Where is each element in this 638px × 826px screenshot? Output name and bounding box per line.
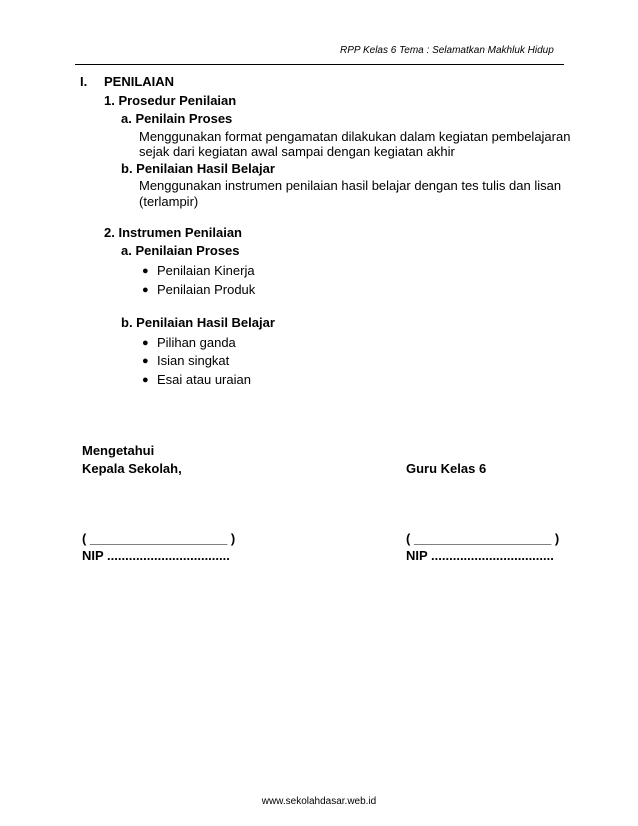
list-item: Isian singkat — [157, 353, 230, 368]
list-item: Penilaian Kinerja — [157, 263, 255, 278]
mengetahui-label: Mengetahui — [82, 443, 155, 458]
section-title: PENILAIAN — [104, 74, 175, 89]
prosedur-proses-heading: a. Penilain Proses — [121, 111, 233, 126]
section-numeral: I. — [80, 74, 88, 89]
prosedur-proses-line2: sejak dari kegiatan awal sampai dengan kegiatan akhir — [139, 144, 455, 159]
guru-kelas-label: Guru Kelas 6 — [406, 461, 487, 476]
header-rule — [75, 64, 564, 65]
list-item: Pilihan ganda — [157, 335, 236, 350]
bullet-icon: ● — [142, 337, 149, 349]
bullet-icon: ● — [142, 284, 149, 296]
left-nip: NIP .................................. — [82, 548, 230, 563]
kepala-sekolah-label: Kepala Sekolah, — [82, 461, 182, 476]
right-nip: NIP .................................. — [406, 548, 554, 563]
prosedur-heading: 1. Prosedur Penilaian — [104, 93, 237, 108]
prosedur-hasil-line1: Menggunakan instrumen penilaian hasil belajar dengan tes tulis dan lisan — [139, 178, 562, 193]
bullet-icon: ● — [142, 374, 149, 386]
bullet-icon: ● — [142, 355, 149, 367]
list-item: Esai atau uraian — [157, 372, 251, 387]
right-signature-name: ( ___________________ ) — [406, 531, 560, 546]
prosedur-hasil-heading: b. Penilaian Hasil Belajar — [121, 161, 275, 176]
left-signature-name: ( ___________________ ) — [82, 531, 236, 546]
footer-url: www.sekolahdasar.web.id — [261, 796, 377, 807]
instrumen-proses-heading: a. Penilaian Proses — [121, 243, 240, 258]
page-header: RPP Kelas 6 Tema : Selamatkan Makhluk Hidup — [340, 45, 554, 56]
prosedur-proses-line1: Menggunakan format pengamatan dilakukan dalam kegiatan pembelajaran — [139, 129, 571, 144]
list-item: Penilaian Produk — [157, 282, 256, 297]
instrumen-hasil-heading: b. Penilaian Hasil Belajar — [121, 315, 275, 330]
bullet-icon: ● — [142, 265, 149, 277]
prosedur-hasil-line2: (terlampir) — [139, 194, 199, 209]
instrumen-heading: 2. Instrumen Penilaian — [104, 225, 242, 240]
